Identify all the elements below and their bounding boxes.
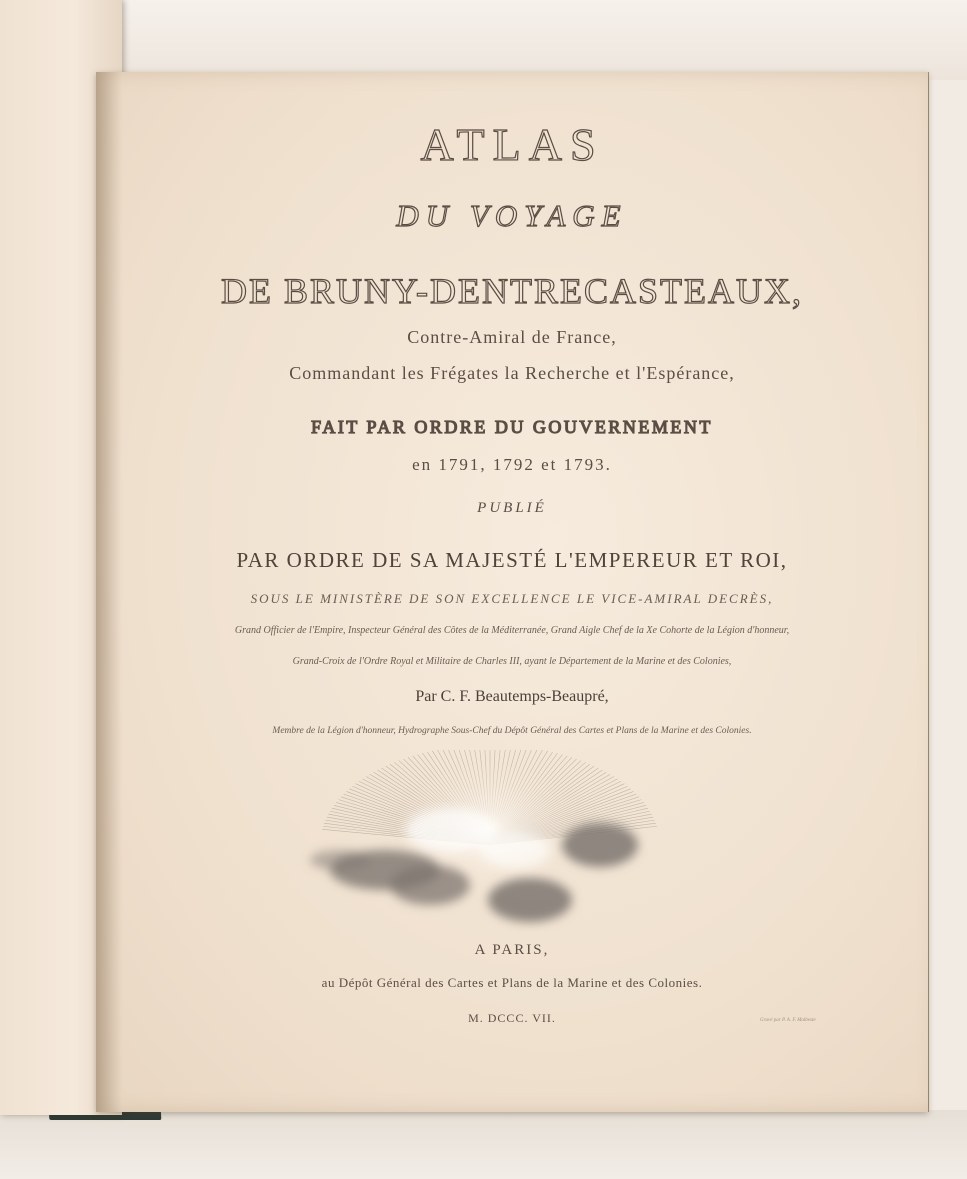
place-line: A PARIS, xyxy=(474,942,550,958)
decres-titles-line-1: Grand Officier de l'Empire, Inspecteur Général des Côtes de la Méditerranée, Grand Aigle Chef de la Xe Cohorte de la Légion d'honneur, xyxy=(234,625,790,636)
years-line: en 1791, 1792 et 1793. xyxy=(412,455,612,474)
expedition-name: DE BRUNY-DENTRECASTEAUX, xyxy=(221,271,803,311)
ministry-line: SOUS LE MINISTÈRE DE SON EXCELLENCE LE VICE-AMIRAL DECRÈS, xyxy=(250,591,774,606)
engraver-credit: Gravé par P. A. F. Malbeste xyxy=(760,1018,816,1023)
rank-line: Contre-Amiral de France, xyxy=(407,327,617,347)
decres-titles-line-2: Grand-Croix de l'Ordre Royal et Militaire de Charles III, ayant le Département de la Marine et des Colonies, xyxy=(292,656,732,667)
order-line: FAIT PAR ORDRE DU GOUVERNEMENT xyxy=(311,417,713,437)
published-line: PUBLIÉ xyxy=(477,500,547,516)
table-surface xyxy=(0,1110,967,1179)
imperial-order-line: PAR ORDRE DE SA MAJESTÉ L'EMPEREUR ET ROI, xyxy=(236,548,788,572)
cloud-vignette xyxy=(300,750,660,940)
publisher-line: au Dépôt Général des Cartes et Plans de la Marine et des Colonies. xyxy=(321,975,703,990)
atlas-title: ATLAS xyxy=(420,119,604,170)
background-top xyxy=(0,0,967,80)
voyage-subtitle: DU VOYAGE xyxy=(396,198,628,233)
author-titles-line: Membre de la Légion d'honneur, Hydrographe Sous-Chef du Dépôt Général des Cartes et Plans de la Marine et des Colonies. xyxy=(272,726,752,736)
date-line: M. DCCC. VII. xyxy=(468,1011,556,1025)
author-line: Par C. F. Beautemps-Beaupré, xyxy=(415,688,609,705)
command-line: Commandant les Frégates la Recherche et l'Espérance, xyxy=(289,363,735,383)
